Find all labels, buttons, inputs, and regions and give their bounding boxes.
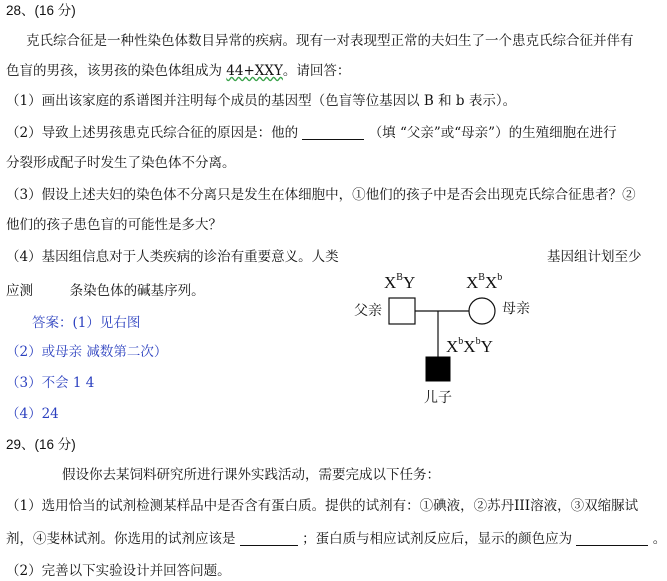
answer-3: （3）不会 1 4 [6,375,95,391]
q28-sub3-line1: （3）假设上述夫妇的染色体不分离只是发生在体细胞中，①他们的孩子中是否会出现克氏综合征患者？② [6,187,636,203]
answer-title: 答案：(1）见右图 [32,315,141,331]
son-label: 儿子 [424,390,452,406]
q28-sub4-line1a: （4）基因组信息对于人类疾病的诊治有重要意义。人类 [6,249,339,265]
q28-sub4-line2 [6,282,205,300]
q28-sub1: （1）画出该家庭的系谱图并注明每个成员的基因型（色盲等位基因以 B 和 b 表示）。 [6,93,517,109]
q28-sub4-line1b: 基因组计划至少 [547,249,642,265]
q28-sub2-blank [302,125,364,140]
q29-sub1-line1: （1）选用恰当的试剂检测某样品中是否含有蛋白质。提供的试剂有：①碘液，②苏丹III溶液，③双缩脲试 [6,498,639,514]
q29-color-blank [576,531,648,546]
karyotype-text: 44+XXY [226,63,283,79]
answer-2: （2）或母亲 减数第二次） [6,344,168,360]
q28-sub2-text-a: （2）导致上述男孩患克氏综合征的原因是：他的 [6,125,299,141]
q29-sub1-text-a: 剂，④斐林试剂。你选用的试剂应该是 [6,531,236,547]
q29-header: 29、(16 分) [6,437,76,452]
mother-genotype: $X^BX^b$ [466,272,503,292]
q28-paragraph-line1: 克氏综合征是一种性染色体数目异常的疾病。现有一对表现型正常的夫妇生了一个患克氏综合征并伴有 [26,33,634,49]
q29-sub2: （2）完善以下实验设计并回答问题。 [6,563,231,579]
son-symbol [426,357,450,381]
father-label: 父亲 [354,303,382,319]
q28-paragraph-line2 [6,62,350,80]
q28-paragraph-line2-text: 色盲的男孩，该男孩的染色体组成为 [6,63,227,79]
q28-sub2-text-b: （填 “父亲”或“母亲”）的生殖细胞在进行 [368,125,617,141]
answer-4: （4）24 [6,406,59,422]
q29-sub1-text-b: ；蛋白质与相应试剂反应后，显示的颜色应为 [302,531,573,547]
q29-reagent-blank [240,531,298,546]
q28-sub4-line2b: 条染色体的碱基序列。 [69,283,205,299]
q28-sub4-line2a: 应测 [6,283,33,299]
q29-sub1-text-c: 。 [652,531,667,547]
q29-intro: 假设你去某饲料研究所进行课外实践活动，需要完成以下任务： [62,467,440,483]
q28-sub2 [6,124,617,142]
mother-label: 母亲 [502,301,530,317]
father-genotype: $X^BY$ [384,272,416,292]
son-genotype: $X^bX^bY$ [446,336,493,356]
q28-paragraph-line2-end: 。请回答： [282,63,351,79]
q28-sub3-line2: 他们的孩子患色盲的可能性是多大？ [6,217,222,233]
q28-header: 28、(16 分) [6,3,76,18]
q29-sub1-line2 [6,530,666,548]
q28-sub2-line2: 分裂形成配子时发生了染色体不分离。 [6,155,236,171]
mother-symbol [469,298,495,324]
pedigree-chart [340,262,540,412]
father-symbol [389,298,415,324]
